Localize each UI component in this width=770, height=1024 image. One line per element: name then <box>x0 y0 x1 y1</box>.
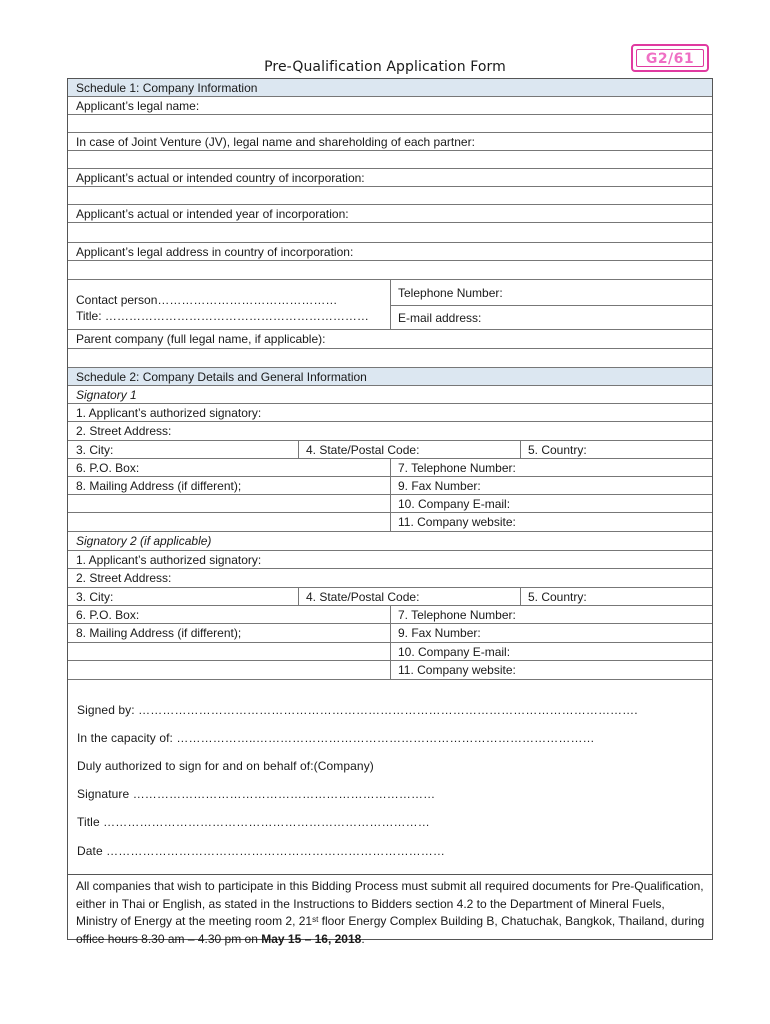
year-field[interactable] <box>68 223 712 243</box>
country-field[interactable] <box>68 187 712 205</box>
note-superscript: st <box>312 915 319 924</box>
contact-divider <box>390 280 391 330</box>
signatory-1-email[interactable]: 10. Company E-mail: <box>390 495 712 513</box>
note-text-2: floor Energy Complex Building B, Chatuchak, Bangkok, Thailand, during office hours 8.30 am – 4.30 pm on <box>76 914 705 946</box>
divider <box>298 588 299 606</box>
submission-note <box>68 874 712 948</box>
signatory-2-blank <box>68 661 390 680</box>
signatory-1-pobox[interactable]: 6. P.O. Box: <box>68 459 390 477</box>
signatory-1-fax[interactable]: 9. Fax Number: <box>390 477 712 495</box>
jv-label: In case of Joint Venture (JV), legal name and shareholding of each partner: <box>68 133 712 151</box>
signatory-1-mailing-field[interactable] <box>68 495 390 513</box>
form-code-badge <box>631 44 709 72</box>
signatory-1-city[interactable]: 3. City: <box>68 441 298 459</box>
date-line[interactable]: Date ………………………………………………………………………… <box>77 844 445 858</box>
legal-name-field[interactable] <box>68 115 712 133</box>
title-line[interactable]: Title ……………………………………………………………………… <box>77 815 430 829</box>
signatory-2-mailing-field[interactable] <box>68 643 390 661</box>
schedule-2-heading: Schedule 2: Company Details and General Information <box>68 368 712 386</box>
form-code-label: G2/61 <box>636 49 704 67</box>
divider <box>520 588 521 606</box>
contact-person-label: Contact person……………………………………… <box>76 293 338 307</box>
signatory-2-state[interactable]: 4. State/Postal Code: <box>298 588 520 606</box>
page-title: Pre-Qualification Application Form <box>264 59 506 75</box>
legal-name-label: Applicant’s legal name: <box>68 97 712 115</box>
parent-company-label: Parent company (full legal name, if applicable): <box>68 330 712 349</box>
signatory-2-city[interactable]: 3. City: <box>68 588 298 606</box>
address-field[interactable] <box>68 261 712 280</box>
note-date: May 15 – 16, 2018 <box>261 931 362 946</box>
note-end: . <box>361 931 365 946</box>
contact-title-label: Title: ………………………………………………………… <box>76 309 369 323</box>
signatory-1-website[interactable]: 11. Company website: <box>390 513 712 532</box>
signatory-2-country[interactable]: 5. Country: <box>520 588 712 606</box>
signatory-1-state[interactable]: 4. State/Postal Code: <box>298 441 520 459</box>
signatory-2-email[interactable]: 10. Company E-mail: <box>390 643 712 661</box>
signatory-2-fax[interactable]: 9. Fax Number: <box>390 624 712 643</box>
signed-by-line[interactable]: Signed by: ……………………………………………………………………………………………………………. <box>77 703 638 717</box>
authorized-company-line[interactable]: Duly authorized to sign for and on behalf of:(Company) <box>77 759 374 773</box>
signatory-2-mailing[interactable]: 8. Mailing Address (if different); <box>68 624 390 643</box>
capacity-line[interactable]: In the capacity of: ………………..………………………………………………………………………… <box>77 731 595 745</box>
application-form <box>67 78 713 946</box>
divider <box>520 441 521 459</box>
email-label[interactable]: E-mail address: <box>390 306 712 330</box>
divider <box>298 441 299 459</box>
schedule-1-heading: Schedule 1: Company Information <box>68 79 712 97</box>
signatory-1-blank <box>68 513 390 532</box>
signatory-1-street[interactable]: 2. Street Address: <box>68 422 712 441</box>
jv-field[interactable] <box>68 151 712 169</box>
signatory-2-street[interactable]: 2. Street Address: <box>68 569 712 588</box>
year-label: Applicant’s actual or intended year of incorporation: <box>68 205 712 223</box>
signatory-1-mailing[interactable]: 8. Mailing Address (if different); <box>68 477 390 495</box>
divider <box>390 459 391 532</box>
telephone-label[interactable]: Telephone Number: <box>390 280 712 306</box>
signatory-2-pobox[interactable]: 6. P.O. Box: <box>68 606 390 624</box>
country-label: Applicant’s actual or intended country of incorporation: <box>68 169 712 187</box>
signatory-2-phone[interactable]: 7. Telephone Number: <box>390 606 712 624</box>
note-text-1: All companies that wish to participate in this Bidding Process must submit all required documents for Pre-Qualification, either in Thai or English, as stated in the Instructions to Bidders section 4.2 to the Department of Mineral Fuels, Ministry of Energy at the meeting room 2, 21 <box>76 879 704 928</box>
signatory-1-label: Signatory 1 <box>68 386 712 404</box>
signatory-1-authorized[interactable]: 1. Applicant’s authorized signatory: <box>68 404 712 422</box>
parent-company-field[interactable] <box>68 349 712 368</box>
signatory-2-website[interactable]: 11. Company website: <box>390 661 712 680</box>
signatory-2-label: Signatory 2 (if applicable) <box>68 532 712 551</box>
address-label: Applicant’s legal address in country of incorporation: <box>68 243 712 261</box>
signatory-2-authorized[interactable]: 1. Applicant’s authorized signatory: <box>68 551 712 569</box>
signature-line[interactable]: Signature ………………………………………………………………… <box>77 787 436 801</box>
signatory-1-country[interactable]: 5. Country: <box>520 441 712 459</box>
signatory-1-phone[interactable]: 7. Telephone Number: <box>390 459 712 477</box>
divider <box>390 606 391 680</box>
contact-block[interactable] <box>68 280 390 330</box>
